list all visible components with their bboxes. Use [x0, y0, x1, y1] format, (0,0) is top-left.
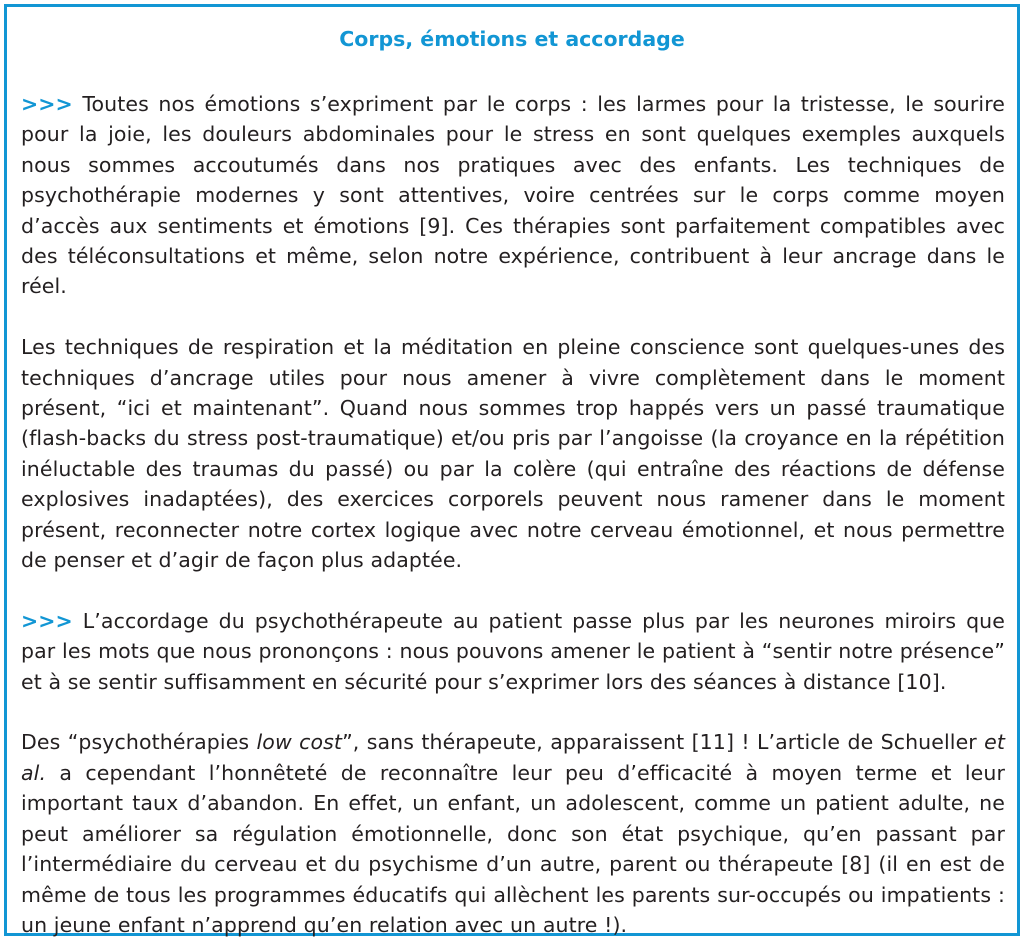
paragraph-4-text-b: ”, sans thérapeute, apparaissent [11] ! L’article de Schueller: [342, 730, 985, 755]
paragraph-1-text: Toutes nos émotions s’expriment par le corps : les larmes pour la tristesse, le sourire pour la joie, les douleurs abdominales pour le stress en sont quelques exemples auxquels nous sommes accoutumés dans nos pratiques avec des enfants. Les techniques de psychothérapie modernes y sont attentives, voire centrées sur le corps comme moyen d’accès aux sentiments et émotions [9]. Ces thérapies sont parfaitement compatibles avec des téléconsultations et même, selon notre expérience, contribuent à leur ancrage dans le réel.: [21, 92, 1005, 299]
paragraph-4-text-a: Des “psychothérapies: [21, 730, 257, 755]
text-box: [4, 4, 1020, 936]
paragraph-2: [21, 332, 1005, 575]
paragraph-4-text-c: a cependant l’honnêteté de reconnaître leur peu d’efficacité à moyen terme et leur important taux d’abandon. En effet, un enfant, un adolescent, comme un patient adulte, ne peut améliorer sa régulation émotionnelle, donc son état psychique, qu’en passant par l’intermédiaire du cerveau et du psychisme d’un autre, parent ou thérapeute [8] (il en est de même de tous les programmes éducatifs qui allèchent les parents sur-occupés ou impatients : un jeune enfant n’apprend qu’en relation avec un autre !).: [21, 760, 1005, 937]
box-title: Corps, émotions et accordage: [339, 27, 685, 51]
paragraph-3: [21, 606, 1005, 697]
paragraph-4: [21, 727, 1005, 940]
paragraph-4-italic-et-al: et al.: [21, 730, 1005, 785]
paragraph-4-italic-low-cost: low cost: [256, 730, 343, 755]
paragraph-marker: >>>: [21, 608, 73, 633]
paragraph-3-text: L’accordage du psychothérapeute au patient passe plus par les neurones miroirs que par les mots que nous prononçons : nous pouvons amener le patient à “sentir notre présence” et à se sentir suffisamment en sécurité pour s’exprimer lors des séances à distance [10].: [21, 608, 1005, 694]
box-content: [21, 89, 1005, 940]
paragraph-1: [21, 89, 1005, 302]
paragraph-2-text: Les techniques de respiration et la méditation en pleine conscience sont quelques-unes des techniques d’ancrage utiles pour nous amener à vivre complètement dans le moment présent, “ici et maintenant”. Quand nous sommes trop happés vers un passé traumatique (flash-backs du stress post-traumatique) et/ou pris par l’angoisse (la croyance en la répétition inéluctable des traumas du passé) ou par la colère (qui entraîne des réactions de défense explosives inadaptées), des exercices corporels peuvent nous ramener dans le moment présent, reconnecter notre cortex logique avec notre cerveau émotionnel, et nous permettre de penser et d’agir de façon plus adaptée.: [21, 335, 1005, 573]
paragraph-marker: >>>: [21, 92, 73, 116]
